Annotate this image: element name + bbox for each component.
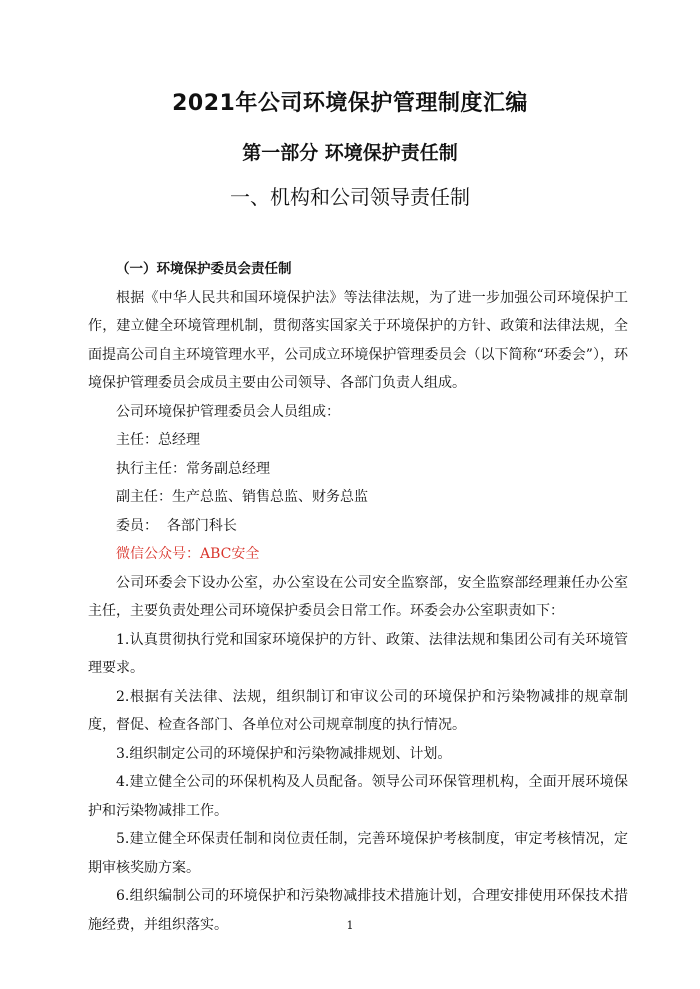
duty-item: 3.组织制定公司的环境保护和污染物减排规划、计划。 bbox=[116, 745, 452, 762]
page-number: 1 bbox=[346, 919, 354, 932]
paragraph-members-heading: 公司环境保护管理委员会人员组成： bbox=[116, 403, 340, 420]
wechat-note: 微信公众号：ABC安全 bbox=[116, 546, 260, 562]
paragraph-members: 委员： 各部门科长 bbox=[116, 517, 237, 534]
paragraph-deputy-director: 副主任：生产总监、销售总监、财务总监 bbox=[116, 489, 368, 505]
document-body bbox=[88, 255, 628, 939]
paragraph-executive-director: 执行主任：常务副总经理 bbox=[116, 460, 270, 477]
duty-item: 2.根据有关法律、法规，组织制订和审议公司的环境保护和污染物减排的规章制度，督促、检查各部门、各单位对公司规章制度的执行情况。 bbox=[88, 688, 628, 733]
duty-item: 4.建立健全公司的环保机构及人员配备。领导公司环保管理机构，全面开展环境保护和污染物减排工作。 bbox=[88, 774, 628, 819]
duty-item: 5.建立健全环保责任制和岗位责任制，完善环境保护考核制度，审定考核情况，定期审核奖励方案。 bbox=[88, 831, 628, 876]
section-heading: （一）环境保护委员会责任制 bbox=[116, 261, 292, 277]
chapter-title: 一、机构和公司领导责任制 bbox=[230, 185, 470, 209]
duty-item: 1.认真贯彻执行党和国家环境保护的方针、政策、法律法规和集团公司有关环境管理要求。 bbox=[88, 631, 628, 676]
part-title: 第一部分 环境保护责任制 bbox=[242, 142, 458, 164]
paragraph-office: 公司环委会下设办公室，办公室设在公司安全监察部，安全监察部经理兼任办公室主任，主要负责处理公司环境保护委员会日常工作。环委会办公室职责如下： bbox=[88, 574, 628, 619]
duty-item: 6.组织编制公司的环境保护和污染物减排技术措施计划，合理安排使用环保技术措施经费，并组织落实。 bbox=[88, 888, 628, 933]
document-title: 2021年公司环境保护管理制度汇编 bbox=[172, 91, 528, 116]
paragraph-director: 主任：总经理 bbox=[116, 432, 200, 448]
paragraph-intro: 根据《中华人民共和国环境保护法》等法律法规，为了进一步加强公司环境保护工作，建立健全环境管理机制，贯彻落实国家关于环境保护的方针、政策和法律法规，全面提高公司自主环境管理水平，公司成立环境保护管理委员会（以下简称“环委会”），环境保护管理委员会成员主要由公司领导、各部门负责人组成。 bbox=[88, 289, 628, 391]
